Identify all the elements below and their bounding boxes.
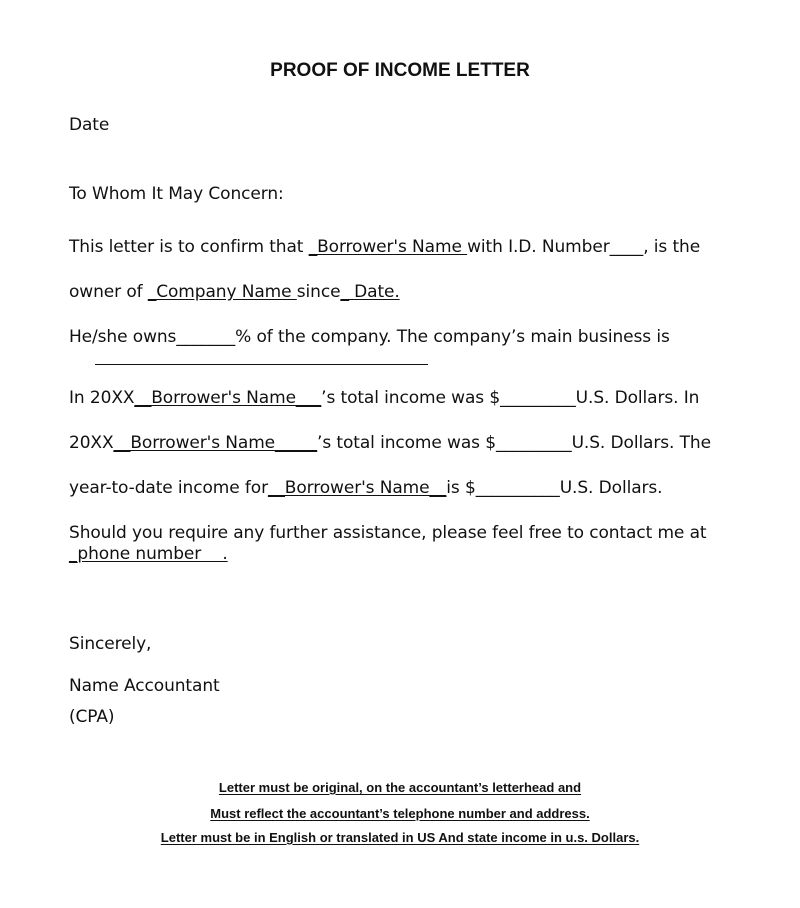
main-business-blank: [95, 364, 428, 365]
borrower-name-field: _Borrower's Name: [308, 237, 468, 257]
id-number-blank: ____: [609, 237, 644, 257]
borrower-name-field-3: __Borrower's Name_____: [113, 433, 318, 453]
since-text: since: [296, 282, 341, 302]
ytd-amount-blank: __________: [475, 478, 560, 498]
assistance-line: Should you require any further assistance, please feel free to contact me at: [69, 523, 707, 543]
percent-blank: _______: [176, 327, 236, 347]
income-line-2: [69, 433, 711, 453]
dollars-text-2: U.S. Dollars. The: [571, 433, 711, 453]
date-label: Date: [69, 115, 110, 135]
letter-title: PROOF OF INCOME LETTER: [270, 60, 530, 81]
dollars-text-3: U.S. Dollars.: [559, 478, 663, 498]
requirement-note-1: Letter must be original, on the accountant’s letterhead and: [218, 780, 582, 795]
borrower-name-field-2: __Borrower's Name___: [134, 388, 322, 408]
is-the-text: , is the: [643, 237, 701, 257]
income-line-1: [69, 388, 699, 408]
ytd-income-line: [69, 478, 662, 498]
ytd-text: year-to-date income for: [69, 478, 268, 498]
main-business-text: % of the company. The company’s main business is: [235, 327, 670, 347]
owner-line: [69, 282, 400, 302]
total-income-text-2: ’s total income was $: [317, 433, 496, 453]
total-income-text-1: ’s total income was $: [321, 388, 501, 408]
requirement-note-3: Letter must be in English or translated in US And state income in u.s. Dollars.: [160, 830, 640, 845]
year-text-1: In 20XX: [69, 388, 135, 408]
ownership-line: [69, 327, 670, 347]
id-number-text: with I.D. Number: [467, 237, 610, 257]
owner-text: owner of: [69, 282, 148, 302]
since-date-field: _ Date.: [340, 282, 400, 302]
income-amount-blank-2: _________: [495, 433, 572, 453]
owns-text: He/she owns: [69, 327, 177, 347]
signer-name: Name Accountant: [69, 676, 220, 696]
closing: Sincerely,: [69, 634, 152, 654]
confirm-line: [69, 237, 700, 257]
company-name-field: _Company Name: [147, 282, 297, 302]
phone-number-field: _phone number .: [69, 544, 228, 564]
salutation: To Whom It May Concern:: [69, 184, 284, 204]
year-text-2: 20XX: [69, 433, 114, 453]
requirement-note-2: Must reflect the accountant’s telephone number and address.: [210, 806, 590, 821]
confirm-text: This letter is to confirm that: [69, 237, 309, 257]
signer-title: (CPA): [69, 707, 115, 727]
is-dollar-text: is $: [446, 478, 476, 498]
borrower-name-field-4: __Borrower's Name__: [267, 478, 447, 498]
dollars-text-1: U.S. Dollars. In: [575, 388, 700, 408]
income-amount-blank-1: _________: [500, 388, 576, 408]
